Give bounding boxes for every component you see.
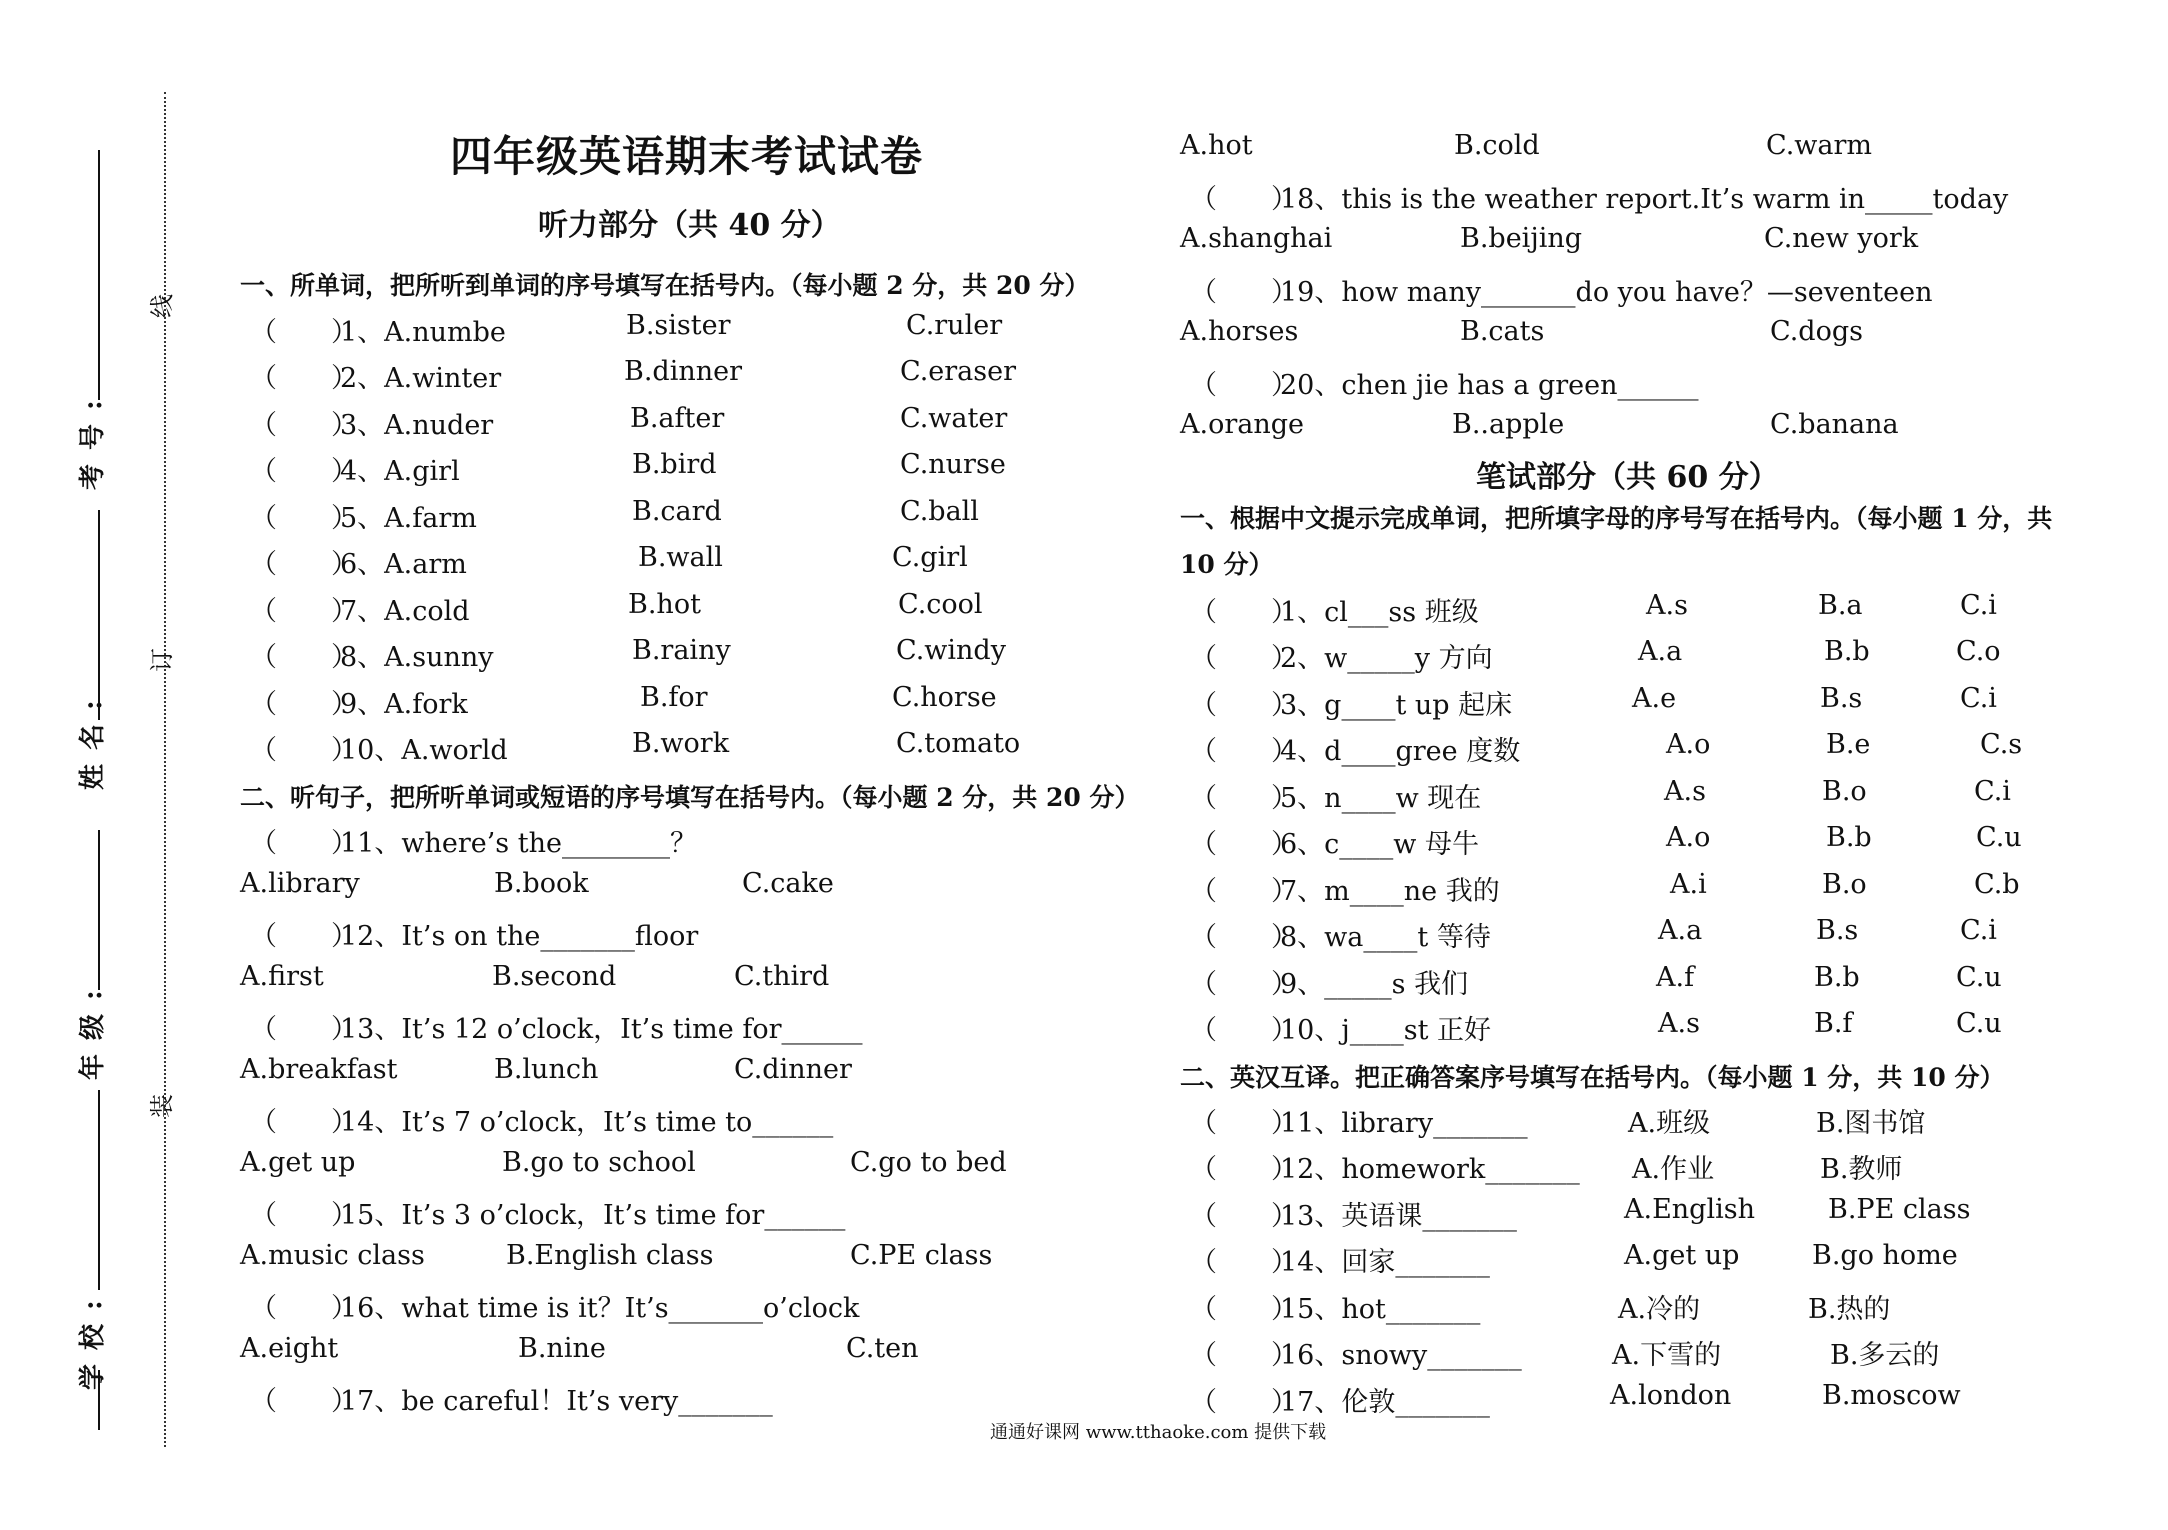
option-c: C.b [1974,869,2020,900]
answer-paren[interactable]: （ ） [1190,1340,1298,1371]
option-a: A.i [1670,869,1707,900]
question-text: 16、snowy_______ [1280,1340,1522,1371]
option-b: B.dinner [624,356,743,387]
option-b: B.work [632,728,730,759]
exam-number-label: 考号: [78,386,108,490]
answer-paren[interactable]: （ ） [1190,184,1298,215]
option-c: C.cake [742,868,834,899]
question-text: 13、英语课_______ [1280,1201,1517,1232]
option-b: B.after [630,403,725,434]
option-b: B.教师 [1820,1154,1903,1185]
option-c: C.o [1956,636,2001,667]
option-b: B.热的 [1808,1294,1891,1325]
binding-line [98,1090,100,1290]
option-b: B.for [640,682,708,713]
question-text: 15、hot_______ [1280,1294,1481,1325]
option-c: C.windy [896,635,1006,666]
answer-paren[interactable]: （ ） [1190,736,1298,767]
answer-paren[interactable]: （ ） [250,921,358,952]
option-a: A.s [1664,776,1706,807]
option-b: B.b [1814,962,1860,993]
seal-char-ding: 订 [148,648,176,672]
answer-paren[interactable]: （ ） [1190,643,1298,674]
option-a: A.music class [240,1240,425,1271]
question-text: 10、A.world [340,735,508,766]
option-b: B.e [1826,729,1871,760]
option-c: C.i [1960,590,1997,621]
answer-paren[interactable]: （ ） [1190,1108,1298,1139]
option-b: B.o [1822,776,1867,807]
option-b: B.b [1826,822,1872,853]
option-c: C.nurse [900,449,1006,480]
option-a: A.first [240,961,324,992]
option-b: B.nine [518,1333,606,1364]
option-c: C.horse [892,682,997,713]
question-text: 7、m____ne 我的 [1280,876,1500,907]
option-b: B.beijing [1460,223,1583,254]
option-b: B.go home [1812,1240,1958,1271]
option-c: C.s [1980,729,2023,760]
answer-paren[interactable]: （ ） [250,363,358,394]
answer-paren[interactable]: （ ） [1190,783,1298,814]
option-a: A.horses [1180,316,1299,347]
question-text: 15、It’s 3 o’clock，It’s time for______ [340,1200,846,1231]
option-b: B.f [1814,1008,1853,1039]
question-text: 3、A.nuder [340,410,494,441]
option-a: A.English [1624,1194,1755,1225]
answer-paren[interactable]: （ ） [1190,1294,1298,1325]
question-text: 8、wa____t 等待 [1280,922,1491,953]
footer-credit: 通通好课网 www.tthaoke.com 提供下载 [990,1422,1327,1443]
option-c: C.girl [892,542,968,573]
option-c: C.tomato [896,728,1021,759]
question-text: 3、g____t up 起床 [1280,690,1513,721]
option-a: A.a [1638,636,1683,667]
option-c: C.new york [1764,223,1919,254]
option-a: A.f [1656,962,1695,993]
option-a: A.london [1610,1380,1732,1411]
question-text: 11、library_______ [1280,1108,1528,1139]
question-text: 12、homework_______ [1280,1154,1580,1185]
option-c: C.banana [1770,409,1899,440]
option-c: C.eraser [900,356,1017,387]
binding-line [98,150,100,400]
option-c: C.PE class [850,1240,993,1271]
name-label: 姓名: [78,686,108,790]
option-b: B.cold [1454,130,1540,161]
option-c: C.cool [898,589,983,620]
grade-label: 年级: [78,976,108,1080]
question-text: 5、n____w 现在 [1280,783,1482,814]
question-text: 7、A.cold [340,596,470,627]
option-b: B.book [494,868,589,899]
question-text: 9、A.fork [340,689,468,720]
option-b: B.second [492,961,617,992]
question-text: 6、c____w 母牛 [1280,829,1479,860]
question-text: 1、A.numbe [340,317,506,348]
option-b: B.wall [638,542,723,573]
answer-paren[interactable]: （ ） [250,689,358,720]
question-text: 16、what time is it？It’s_______o’clock [340,1293,860,1324]
option-c: C.go to bed [850,1147,1007,1178]
option-b: B.English class [506,1240,714,1271]
option-b: B.s [1820,683,1863,714]
option-a: A.下雪的 [1612,1340,1722,1371]
question-text: 4、d____gree 度数 [1280,736,1521,767]
answer-paren[interactable]: （ ） [250,1293,358,1324]
question-text: 11、where’s the________？ [340,828,697,859]
option-a: A.get up [1624,1240,1740,1271]
option-b: B.图书馆 [1816,1108,1926,1139]
listening-title: 听力部分（共 40 分） [538,208,841,243]
question-text: 1、cl___ss 班级 [1280,597,1479,628]
answer-paren[interactable]: （ ） [1190,876,1298,907]
option-b: B.rainy [632,635,731,666]
option-c: C.u [1976,822,2022,853]
option-c: C.u [1956,1008,2002,1039]
question-text: 8、A.sunny [340,642,494,673]
seal-char-xian: 线 [148,294,176,318]
answer-paren[interactable]: （ ） [1190,597,1298,628]
school-label: 学校: [78,1286,108,1390]
option-b: B.sister [626,310,731,341]
answer-paren[interactable]: （ ） [250,1014,358,1045]
answer-paren[interactable]: （ ） [250,1200,358,1231]
option-b: B.b [1824,636,1870,667]
option-b: B.o [1822,869,1867,900]
answer-paren[interactable]: （ ） [1190,277,1298,308]
option-b: B.lunch [494,1054,599,1085]
answer-paren[interactable]: （ ） [250,549,358,580]
option-c: C.ruler [906,310,1003,341]
answer-paren[interactable]: （ ） [1190,922,1298,953]
option-c: C.i [1960,915,1997,946]
option-a: A.breakfast [240,1054,398,1085]
question-text: 4、A.girl [340,456,460,487]
option-c: C.i [1960,683,1997,714]
option-c: C.dogs [1770,316,1863,347]
option-b: B..apple [1452,409,1565,440]
option-a: A.作业 [1632,1154,1715,1185]
option-b: B.card [632,496,722,527]
option-a: A.a [1658,915,1703,946]
writing-title: 笔试部分（共 60 分） [1476,460,1779,495]
question-text: 2、w_____y 方向 [1280,643,1493,674]
option-a: A.冷的 [1618,1294,1701,1325]
question-text: 17、be careful！It’s very_______ [340,1386,773,1417]
option-c: C.warm [1766,130,1872,161]
option-b: B.cats [1460,316,1545,347]
question-text: 18、this is the weather report.It’s warm in_____today [1280,184,2009,215]
option-b: B.多云的 [1830,1340,1940,1371]
writing-section2-title: 二、英汉互译。把正确答案序号填写在括号内。（每小题 1 分，共 10 分） [1180,1063,2005,1092]
question-text: 6、A.arm [340,549,467,580]
option-b: B.PE class [1828,1194,1971,1225]
option-a: A.hot [1180,130,1253,161]
option-a: A.library [240,868,360,899]
option-c: C.ten [846,1333,919,1364]
binding-margin [0,0,176,1530]
answer-paren[interactable]: （ ） [250,1107,358,1138]
question-text: 17、伦敦_______ [1280,1387,1490,1418]
option-c: C.ball [900,496,979,527]
listening-section2-title: 二、听句子，把所听单词或短语的序号填写在括号内。（每小题 2 分，共 20 分） [240,783,1140,812]
option-c: C.water [900,403,1008,434]
option-a: A.o [1666,822,1711,853]
page-title: 四年级英语期末考试试卷 [450,132,924,181]
option-a: A.班级 [1628,1108,1711,1139]
option-b: B.moscow [1822,1380,1961,1411]
option-b: B.a [1818,590,1863,621]
answer-paren[interactable]: （ ） [1190,969,1298,1000]
listening-section1-title: 一、所单词，把所听到单词的序号填写在括号内。（每小题 2 分，共 20 分） [240,271,1090,300]
option-b: B.s [1816,915,1859,946]
answer-paren[interactable]: （ ） [250,410,358,441]
binding-line [98,830,100,990]
option-b: B.go to school [502,1147,696,1178]
question-text: 2、A.winter [340,363,502,394]
option-b: B.hot [628,589,701,620]
option-a: A.e [1632,683,1677,714]
option-c: C.dinner [734,1054,852,1085]
option-a: A.s [1658,1008,1700,1039]
answer-paren[interactable]: （ ） [250,828,358,859]
option-a: A.shanghai [1180,223,1333,254]
option-a: A.s [1646,590,1688,621]
question-text: 14、回家_______ [1280,1247,1490,1278]
question-text: 19、how many_______do you have？—seventeen [1280,277,1933,308]
answer-paren[interactable]: （ ） [1190,1201,1298,1232]
option-a: A.eight [240,1333,339,1364]
option-c: C.u [1956,962,2002,993]
question-text: 9、_____s 我们 [1280,969,1469,1000]
option-c: C.i [1974,776,2011,807]
writing-section1-title: 一、根据中文提示完成单词，把所填字母的序号写在括号内。（每小题 1 分，共 10 分） [1180,504,2053,579]
answer-paren[interactable]: （ ） [1190,1387,1298,1418]
question-text: 13、It’s 12 o’clock，It’s time for______ [340,1014,863,1045]
option-a: A.o [1666,729,1711,760]
option-c: C.third [734,961,830,992]
answer-paren[interactable]: （ ） [1190,1015,1298,1046]
option-a: A.orange [1180,409,1304,440]
answer-paren[interactable]: （ ） [250,456,358,487]
answer-paren[interactable]: （ ） [250,503,358,534]
question-text: 12、It’s on the_______floor [340,921,699,952]
answer-paren[interactable]: （ ） [250,1386,358,1417]
answer-paren[interactable]: （ ） [250,596,358,627]
answer-paren[interactable]: （ ） [1190,829,1298,860]
seal-char-zhuang: 装 [148,1094,176,1118]
question-text: 5、A.farm [340,503,477,534]
question-text: 14、It’s 7 o’clock，It’s time to______ [340,1107,834,1138]
answer-paren[interactable]: （ ） [1190,370,1298,401]
question-text: 10、j____st 正好 [1280,1015,1492,1046]
question-text: 20、chen jie has a green______ [1280,370,1699,401]
answer-paren[interactable]: （ ） [250,317,358,348]
option-a: A.get up [240,1147,356,1178]
option-b: B.bird [632,449,717,480]
answer-paren[interactable]: （ ） [250,735,358,766]
answer-paren[interactable]: （ ） [1190,1247,1298,1278]
answer-paren[interactable]: （ ） [250,642,358,673]
answer-paren[interactable]: （ ） [1190,1154,1298,1185]
answer-paren[interactable]: （ ） [1190,690,1298,721]
